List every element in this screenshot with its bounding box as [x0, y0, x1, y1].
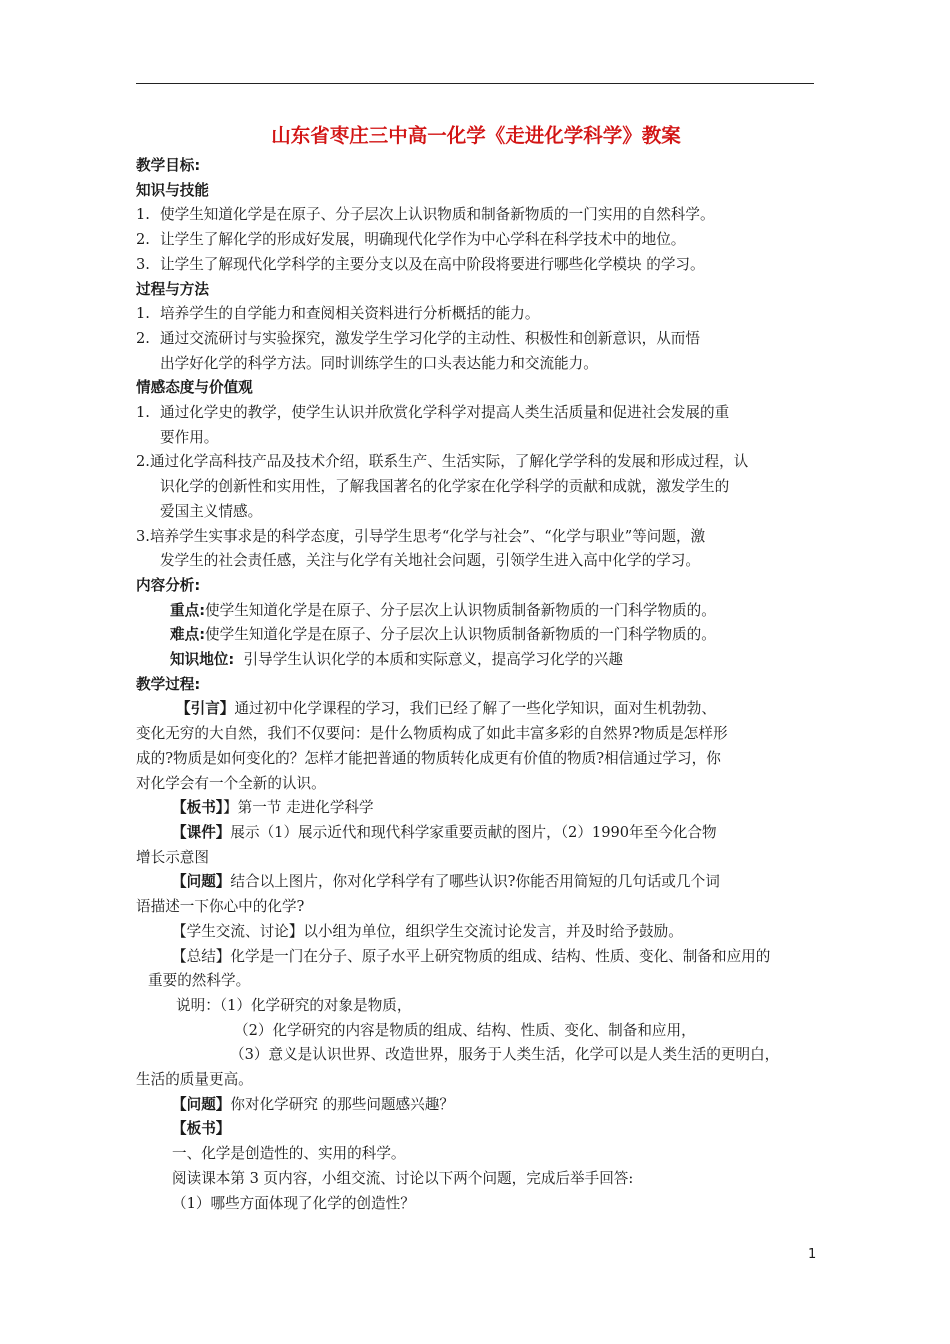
courseware-note [136, 821, 816, 846]
item-text: 培养学生实事求是的科学态度，引导学生思考“化学与社会”、“化学与职业”等问题，激 [149, 527, 706, 545]
page-number: 1 [808, 1247, 817, 1262]
item-text: 让学生了解化学的形成好发展，明确现代化学作为中心学科在科学技术中的地位。 [160, 231, 686, 249]
summary-continuation: 重要的然科学。 [148, 972, 251, 990]
knowledge-heading: 知识与技能 [136, 181, 209, 199]
position-label: 知识地位: [170, 651, 235, 669]
question-note [136, 1093, 816, 1118]
item-number: 1. [136, 404, 150, 422]
section-point-1: 一、化学是创造性的、实用的科学。 [172, 1145, 406, 1163]
sub-question-1: （1）哪些方面体现了化学的创造性？ [172, 1194, 415, 1212]
process-heading: 过程与方法 [136, 280, 209, 298]
board-label-2: 【板书】 [172, 1120, 231, 1138]
header-rule [136, 83, 814, 84]
list-item [136, 302, 816, 327]
list-item [136, 327, 816, 352]
item-text: 使学生知道化学是在原子、分子层次上认识物质和制备新物质的一门实用的自然科学。 [160, 206, 715, 224]
item-number: 2. [136, 329, 150, 347]
question-label: 【问题】 [172, 1095, 231, 1113]
list-item [136, 228, 816, 253]
list-item [136, 203, 816, 228]
item-text: 培养学生的自学能力和查阅相关资料进行分析概括的能力。 [160, 305, 540, 323]
intro-paragraph [136, 697, 816, 722]
goals-heading: 教学目标: [136, 157, 201, 174]
analysis-heading: 内容分析: [136, 576, 201, 594]
list-item [136, 253, 816, 278]
key-point [136, 599, 816, 624]
key-text: 使学生知道化学是在原子、分子层次上认识物质制备新物质的一门科学物质的。 [205, 601, 716, 619]
item-number: 3. [136, 255, 150, 273]
difficult-label: 难点: [170, 626, 206, 644]
item-number: 1. [136, 206, 150, 224]
question-continuation: 语描述一下你心中的化学? [136, 898, 305, 916]
courseware-continuation: 增长示意图 [136, 848, 209, 866]
process2-heading: 教学过程: [136, 675, 201, 693]
item-continuation: 爱国主义情感。 [160, 502, 263, 520]
summary-note: 【总结】化学是一门在分子、原子水平上研究物质的组成、结构、性质、变化、制备和应用的 [172, 947, 771, 965]
item-continuation: 发学生的社会责任感，关注与化学有关地社会问题，引领学生进入高中化学的学习。 [160, 552, 700, 570]
board-text: 】第一节 走进化学科学 [223, 799, 374, 817]
intro-continuation: 成的?物质是如何变化的？怎样才能把普通的物质转化成更有价值的物质?相信通过学习，你 [136, 749, 721, 767]
item-continuation: 要作用。 [160, 428, 219, 446]
board-note [136, 796, 816, 821]
intro-continuation: 对化学会有一个全新的认识。 [136, 774, 326, 792]
question-note [136, 870, 816, 895]
question-text: 你对化学研究 的那些问题感兴趣？ [230, 1095, 454, 1113]
intro-text: 通过初中化学课程的学习，我们已经了解了一些化学知识，面对生机勃勃、 [234, 700, 716, 718]
difficult-point [136, 623, 816, 648]
position-text: 引导学生认识化学的本质和实际意义，提高学习化学的兴趣 [243, 651, 623, 669]
intro-label: 【引言】 [176, 700, 235, 718]
question-label: 【问题】 [172, 873, 231, 891]
item-number: 2. [136, 453, 150, 471]
attitude-heading: 情感态度与价值观 [136, 379, 253, 397]
explanation-continuation: 生活的质量更高。 [136, 1071, 253, 1089]
item-continuation: 识化学的创新性和实用性，了解我国著名的化学家在化学科学的贡献和成就，激发学生的 [160, 478, 730, 496]
item-number: 1. [136, 305, 150, 323]
courseware-text: 展示（1）展示近代和现代科学家重要贡献的图片，（2）1990年至今化合物 [230, 823, 717, 841]
explanation-3: （3）意义是认识世界、改造世界，服务于人类生活，化学可以是人类生活的更明白， [230, 1046, 780, 1064]
knowledge-position [136, 648, 816, 673]
key-label: 重点: [170, 601, 206, 619]
explanation-2: （2）化学研究的内容是物质的组成、结构、性质、变化、制备和应用， [234, 1021, 696, 1039]
item-continuation: 出学好化学的科学方法。同时训练学生的口头表达能力和交流能力。 [160, 354, 598, 372]
item-text: 通过化学高科技产品及技术介绍，联系生产、生活实际，了解化学学科的发展和形成过程，认 [149, 453, 749, 471]
list-item [136, 525, 816, 550]
item-number: 3. [136, 527, 150, 545]
item-text: 通过化学史的教学，使学生认识并欣赏化学科学对提高人类生活质量和促进社会发展的重 [160, 404, 730, 422]
courseware-label: 【课件】 [172, 823, 231, 841]
reading-instruction: 阅读课本第 3 页内容，小组交流、讨论以下两个问题，完成后举手回答: [172, 1169, 634, 1187]
difficult-text: 使学生知道化学是在原子、分子层次上认识物质制备新物质的一门科学物质的。 [205, 626, 716, 644]
list-item [136, 450, 816, 475]
list-item [136, 401, 816, 426]
document-title: 山东省枣庄三中高一化学《走进化学科学》教案 [271, 124, 681, 147]
document-body [136, 120, 816, 1216]
discussion-note: 【学生交流、讨论】以小组为单位，组织学生交流讨论发言，并及时给予鼓励。 [172, 922, 683, 940]
question-text: 结合以上图片，你对化学科学有了哪些认识?你能否用简短的几句话或几个词 [230, 873, 720, 891]
explanation-1: 说明：（1）化学研究的对象是物质， [176, 996, 412, 1014]
item-number: 2. [136, 231, 150, 249]
board-label: 【板书】 [172, 799, 224, 817]
item-text: 通过交流研讨与实验探究，激发学生学习化学的主动性、积极性和创新意识，从而悟 [160, 329, 700, 347]
item-text: 让学生了解现代化学科学的主要分支以及在高中阶段将要进行哪些化学模块 的学习。 [160, 255, 705, 273]
intro-continuation: 变化无穷的大自然，我们不仅要问：是什么物质构成了如此丰富多彩的自然界?物质是怎样形 [136, 725, 728, 743]
